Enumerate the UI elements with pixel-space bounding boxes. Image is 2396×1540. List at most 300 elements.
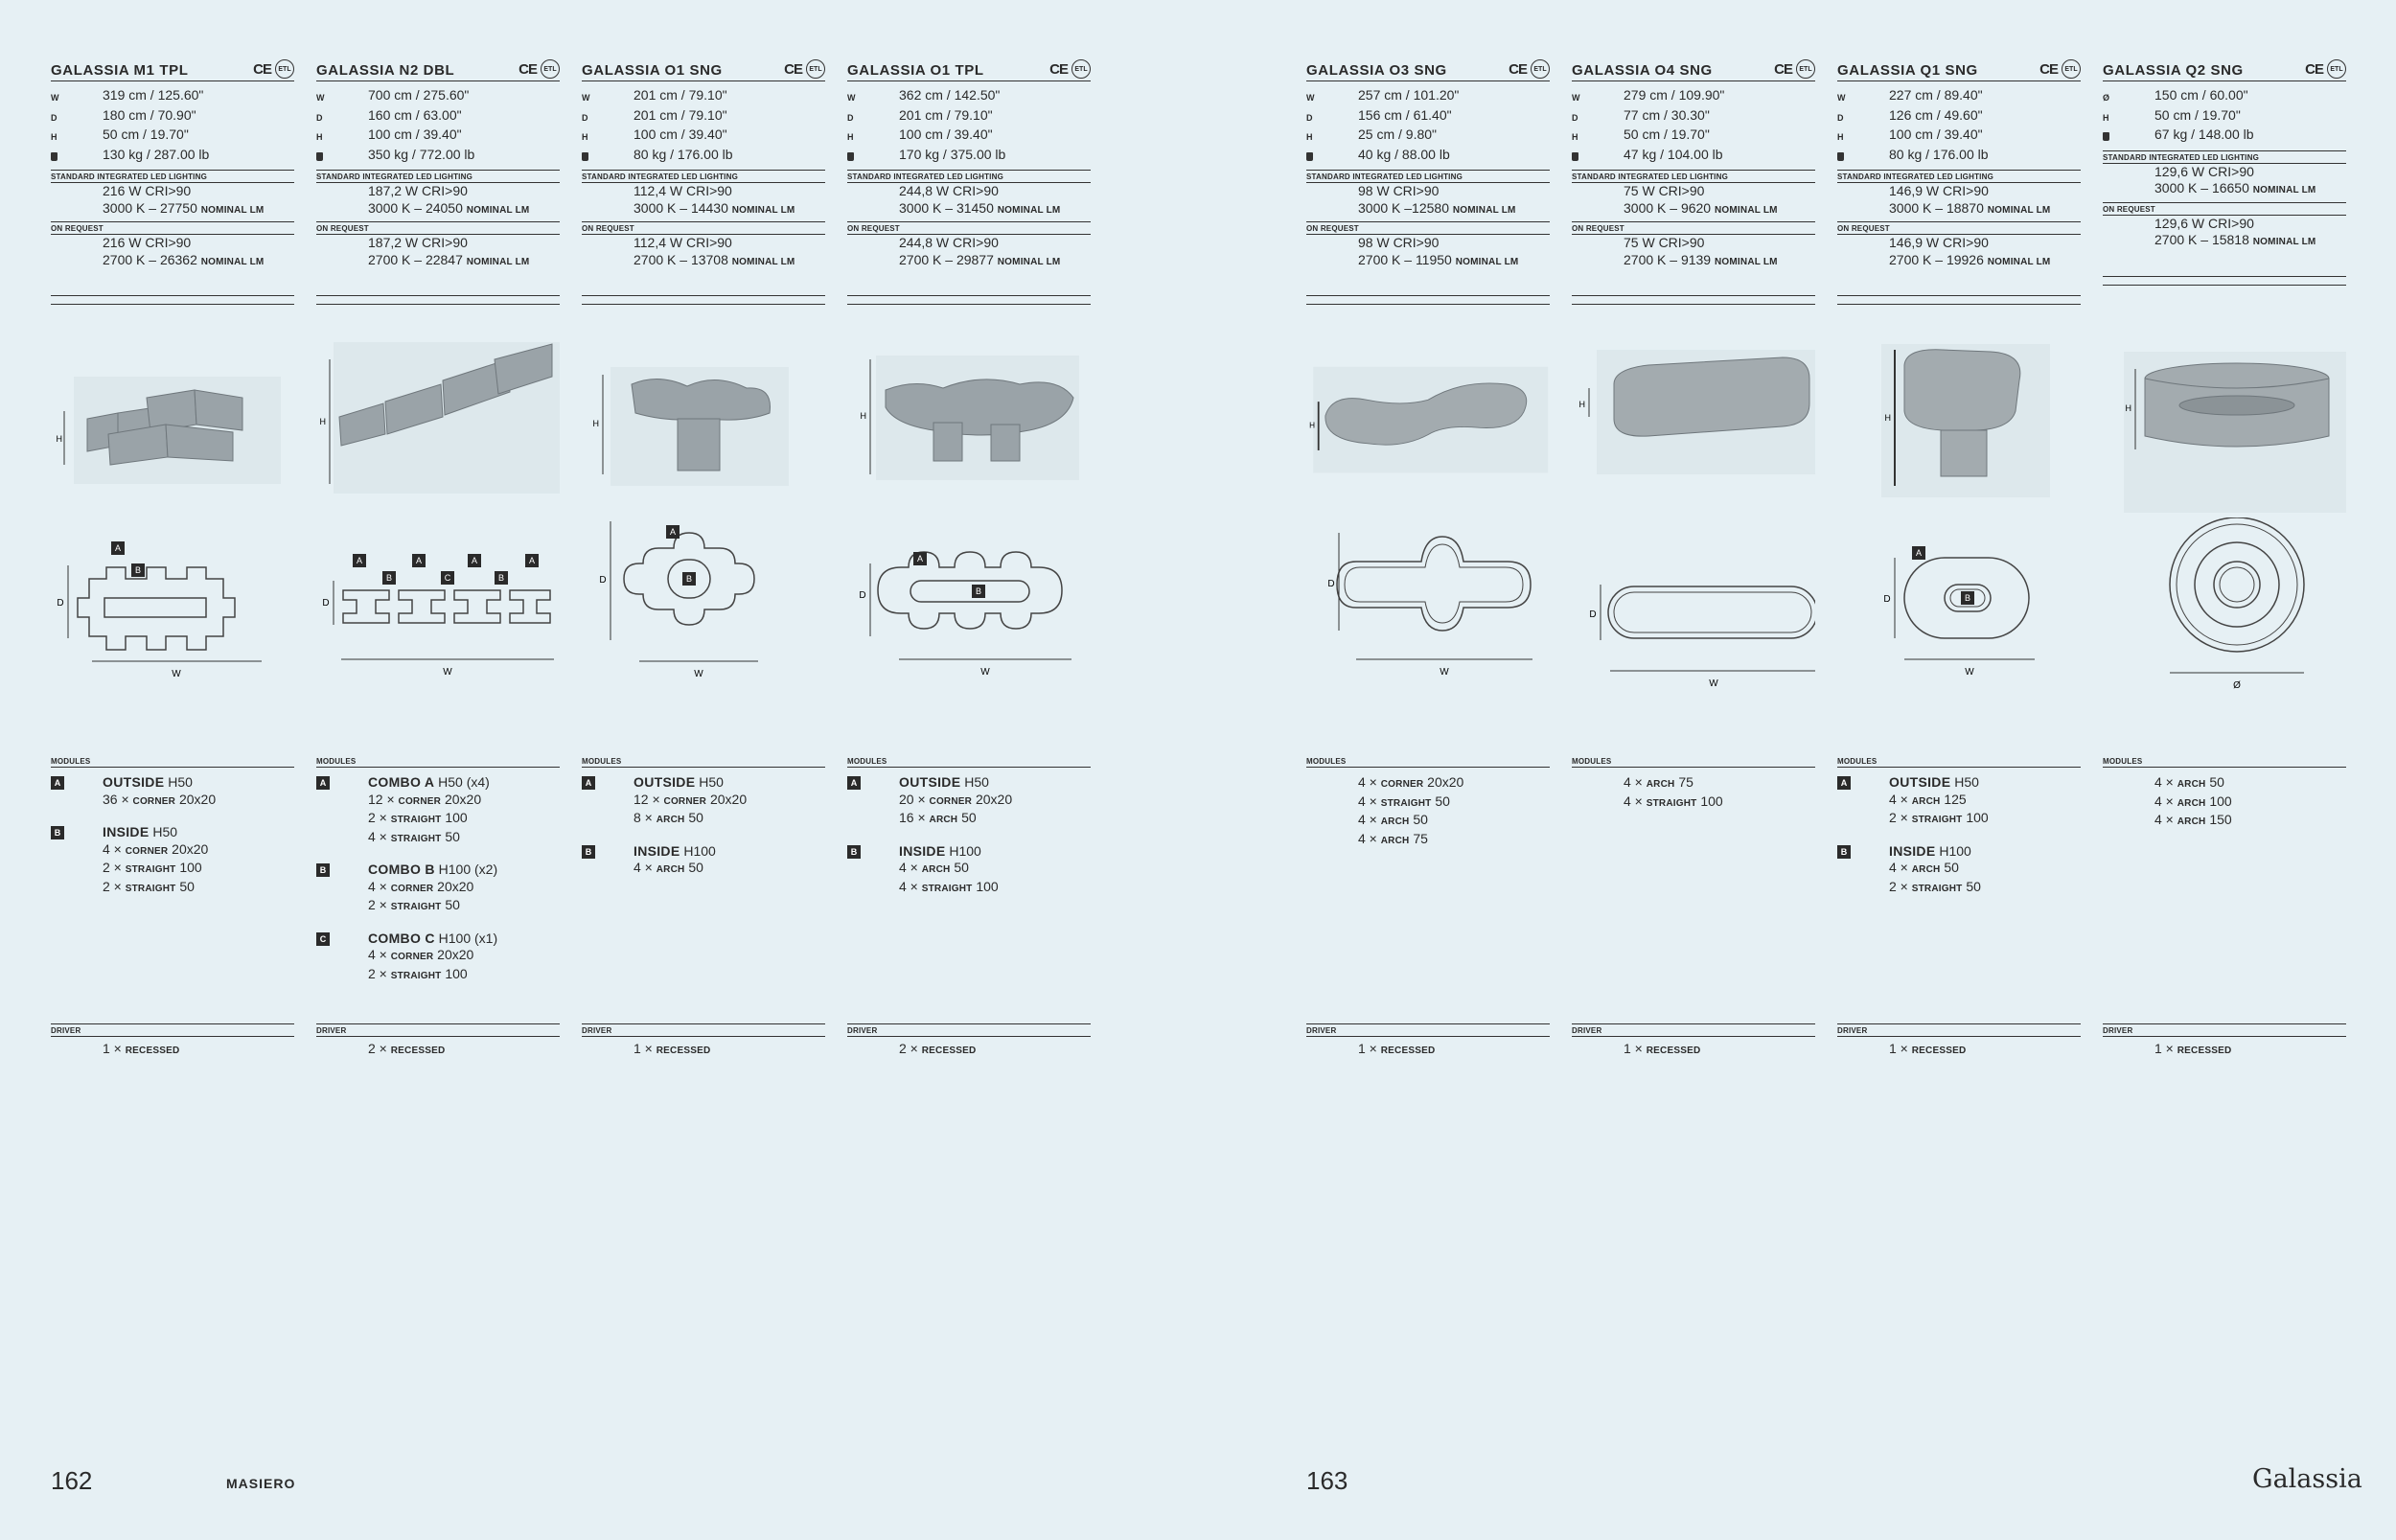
plan-badge-a: A xyxy=(114,543,122,553)
dimension-value: 40 kg / 88.00 lb xyxy=(1358,146,1450,162)
weight-icon xyxy=(1306,152,1313,161)
req-lumen: 2700 K – 26362 NOMINAL LM xyxy=(103,251,265,267)
driver-section xyxy=(2103,1021,2346,1060)
module-line: 4 × ARCH 75 xyxy=(1358,830,1428,846)
module-title: OUTSIDE H50 xyxy=(103,774,193,790)
module-group xyxy=(1837,843,2081,898)
module-line: 2 × STRAIGHT 100 xyxy=(1889,810,1989,825)
module-line: 2 × STRAIGHT 50 xyxy=(103,878,195,894)
dim-key: H xyxy=(582,132,588,142)
module-line: 4 × CORNER 20x20 xyxy=(1358,774,1464,790)
req-power: 98 W CRI>90 xyxy=(1358,235,1440,250)
divider xyxy=(2103,285,2346,286)
modules-title: MODULES xyxy=(1306,755,1550,768)
req-power: 216 W CRI>90 xyxy=(103,235,192,250)
dim-key: W xyxy=(1572,93,1580,103)
dimension-row xyxy=(1572,126,1815,147)
module-line: 12 × CORNER 20x20 xyxy=(634,791,748,807)
module-group xyxy=(582,774,825,829)
product-header xyxy=(582,56,825,81)
dimension-value: 67 kg / 148.00 lb xyxy=(2154,126,2254,142)
module-group xyxy=(51,824,294,897)
plan-badge-b: B xyxy=(134,565,142,575)
dim-key: D xyxy=(1572,112,1578,123)
module-line: 4 × ARCH 100 xyxy=(2154,793,2232,809)
dimension-row xyxy=(1306,147,1550,168)
divider xyxy=(582,304,825,305)
dimension-value: 257 cm / 101.20" xyxy=(1358,87,1460,103)
ce-mark: CE xyxy=(1509,60,1527,78)
ce-mark: CE xyxy=(1774,60,1792,78)
driver-value: 1 × RECESSED xyxy=(1358,1041,1436,1056)
module-line: 16 × ARCH 50 xyxy=(899,810,977,825)
dim-key: D xyxy=(1306,112,1313,123)
module-badge: B xyxy=(316,863,330,877)
dimension-value: 201 cm / 79.10" xyxy=(634,106,727,123)
module-line: 4 × STRAIGHT 50 xyxy=(1358,793,1450,809)
dimension-value: 100 cm / 39.40" xyxy=(1889,126,1983,142)
nominal-label: NOMINAL LM xyxy=(200,256,265,267)
plan-drawing-m1 xyxy=(51,517,294,690)
dimension-value: 156 cm / 61.40" xyxy=(1358,106,1452,123)
module-title: INSIDE H50 xyxy=(103,824,178,839)
nominal-label: NOMINAL LM xyxy=(2252,185,2316,195)
weight-icon xyxy=(1837,152,1844,161)
std-lumen: 3000 K – 27750 NOMINAL LM xyxy=(103,199,265,216)
dim-d-label: D xyxy=(57,598,64,609)
dimension-value: 50 cm / 19.70" xyxy=(2154,106,2241,123)
divider xyxy=(316,304,560,305)
product-name: GALASSIA O4 SNG xyxy=(1572,62,1713,79)
driver-value: 1 × RECESSED xyxy=(1889,1041,1967,1056)
dimension-row xyxy=(2103,87,2346,107)
dimension-value: 350 kg / 772.00 lb xyxy=(368,146,475,162)
dim-h-label: H xyxy=(592,419,599,428)
dimension-row xyxy=(1572,107,1815,127)
dim-h-label: H xyxy=(56,434,62,444)
dim-w-label: W xyxy=(1965,667,1974,678)
dimension-value: 100 cm / 39.40" xyxy=(899,126,993,142)
dimension-row xyxy=(582,87,825,107)
module-line: 2 × STRAIGHT 100 xyxy=(368,965,468,981)
ce-mark: CE xyxy=(784,60,802,78)
weight-icon xyxy=(582,152,588,161)
dimension-value: 100 cm / 39.40" xyxy=(634,126,727,142)
plan-badge-a: A xyxy=(916,554,924,563)
modules-title: MODULES xyxy=(582,755,825,768)
module-line: 4 × STRAIGHT 100 xyxy=(1624,793,1723,809)
driver-value: 1 × RECESSED xyxy=(103,1041,180,1056)
divider xyxy=(1306,304,1550,305)
dim-key: W xyxy=(51,93,59,103)
certifications xyxy=(2305,59,2346,79)
modules-section xyxy=(2103,752,2346,831)
module-line: 4 × ARCH 50 xyxy=(2154,774,2224,790)
nominal-label: NOMINAL LM xyxy=(731,256,795,267)
divider xyxy=(847,295,1091,296)
etl-mark: ETL xyxy=(541,59,560,79)
product-photo-q1 xyxy=(1837,331,2081,513)
product-photo-q2 xyxy=(2103,331,2346,513)
module-badge: A xyxy=(51,776,64,790)
modules-section xyxy=(582,752,825,879)
plan-drawing-q1 xyxy=(1837,517,2081,690)
dimension-value: 160 cm / 63.00" xyxy=(368,106,462,123)
dim-w-label: W xyxy=(694,669,703,679)
product-spec-4 xyxy=(1306,56,1550,305)
module-group xyxy=(316,774,560,847)
std-lumen: 3000 K – 18870 NOMINAL LM xyxy=(1889,199,2051,216)
product-spec-2 xyxy=(582,56,825,305)
product-name: GALASSIA O1 SNG xyxy=(582,62,723,79)
certifications xyxy=(518,59,560,79)
modules-section xyxy=(51,752,294,897)
divider xyxy=(2103,276,2346,277)
dimension-row xyxy=(582,107,825,127)
module-line: 4 × CORNER 20x20 xyxy=(368,878,474,894)
product-header xyxy=(1837,56,2081,81)
dim-key: H xyxy=(2103,112,2109,123)
driver-value: 2 × RECESSED xyxy=(899,1041,977,1056)
dim-d-label: D xyxy=(599,575,607,586)
module-title: INSIDE H100 xyxy=(634,842,716,859)
dim-key: D xyxy=(316,112,323,123)
dim-d-label: D xyxy=(1883,594,1891,605)
ce-mark: CE xyxy=(253,60,271,78)
driver-title: DRIVER xyxy=(847,1023,1091,1037)
dim-key: H xyxy=(1572,132,1578,142)
module-line: 4 × ARCH 50 xyxy=(634,860,703,875)
nominal-label: NOMINAL LM xyxy=(997,256,1061,267)
dimension-value: 47 kg / 104.00 lb xyxy=(1624,146,1723,162)
dimension-row xyxy=(51,147,294,168)
dimensions xyxy=(51,81,294,167)
product-photo-o1-tpl xyxy=(847,331,1091,513)
certifications xyxy=(1049,59,1091,79)
module-line: 4 × CORNER 20x20 xyxy=(368,947,474,962)
dim-key: W xyxy=(1306,93,1315,103)
dimension-row xyxy=(316,126,560,147)
dimension-row xyxy=(51,87,294,107)
product-name: GALASSIA N2 DBL xyxy=(316,62,455,79)
module-line: 2 × STRAIGHT 100 xyxy=(103,860,202,875)
dimension-value: 180 cm / 70.90" xyxy=(103,106,196,123)
req-power: 112,4 W CRI>90 xyxy=(634,235,732,250)
dimension-row xyxy=(51,126,294,147)
req-power: 129,6 W CRI>90 xyxy=(2154,215,2254,231)
module-group xyxy=(847,774,1091,829)
dimension-value: 227 cm / 89.40" xyxy=(1889,87,1983,103)
nominal-label: NOMINAL LM xyxy=(1714,204,1778,216)
module-line: 20 × CORNER 20x20 xyxy=(899,791,1013,807)
dimension-row xyxy=(1306,126,1550,147)
product-header xyxy=(51,56,294,81)
ce-mark: CE xyxy=(2305,60,2323,78)
dimensions xyxy=(316,81,560,167)
dim-d-label: D xyxy=(1589,609,1597,620)
module-title: INSIDE H100 xyxy=(899,842,981,859)
dimension-row xyxy=(847,147,1091,168)
plan-drawing-o3 xyxy=(1306,517,1550,690)
driver-value: 1 × RECESSED xyxy=(634,1041,711,1056)
nominal-label: NOMINAL LM xyxy=(1987,256,2051,267)
dim-key: D xyxy=(1837,112,1844,123)
module-badge: B xyxy=(582,845,595,859)
divider xyxy=(582,295,825,296)
product-name: GALASSIA O3 SNG xyxy=(1306,62,1447,79)
dim-key: W xyxy=(847,93,856,103)
req-lumen: 2700 K – 13708 NOMINAL LM xyxy=(634,251,795,267)
product-header xyxy=(1306,56,1550,81)
dimension-value: 80 kg / 176.00 lb xyxy=(1889,146,1989,162)
dim-key: H xyxy=(847,132,854,142)
plan-badge-a: A xyxy=(1915,548,1923,558)
on-request-title: ON REQUEST xyxy=(1572,221,1815,235)
driver-section xyxy=(1572,1021,1815,1060)
dimension-row xyxy=(1837,87,2081,107)
etl-mark: ETL xyxy=(1071,59,1091,79)
dimension-row xyxy=(847,107,1091,127)
driver-section xyxy=(847,1021,1091,1060)
req-lumen: 2700 K – 22847 NOMINAL LM xyxy=(368,251,530,267)
module-title: COMBO A H50 (x4) xyxy=(368,774,490,790)
nominal-label: NOMINAL LM xyxy=(2252,237,2316,247)
plan-badge-a: A xyxy=(471,556,478,565)
nominal-label: NOMINAL LM xyxy=(200,204,265,216)
dimension-row xyxy=(51,107,294,127)
dimension-row xyxy=(847,87,1091,107)
module-title: COMBO B H100 (x2) xyxy=(368,862,498,877)
product-header xyxy=(2103,56,2346,81)
std-power: 244,8 W CRI>90 xyxy=(899,183,999,198)
driver-title: DRIVER xyxy=(582,1023,825,1037)
product-photo-m1 xyxy=(51,331,294,513)
dim-w-label: W xyxy=(1709,678,1718,689)
product-name: GALASSIA O1 TPL xyxy=(847,62,984,79)
nominal-label: NOMINAL LM xyxy=(997,204,1061,216)
modules-section xyxy=(1837,752,2081,897)
product-spec-5 xyxy=(1572,56,1815,305)
driver-value: 1 × RECESSED xyxy=(1624,1041,1701,1056)
module-group xyxy=(316,862,560,916)
divider xyxy=(51,295,294,296)
module-line: 4 × ARCH 125 xyxy=(1889,791,1967,807)
plan-drawing-q2 xyxy=(2103,517,2346,690)
dimension-value: 25 cm / 9.80" xyxy=(1358,126,1438,142)
dimension-value: 50 cm / 19.70" xyxy=(1624,126,1710,142)
req-power: 187,2 W CRI>90 xyxy=(368,235,468,250)
driver-title: DRIVER xyxy=(2103,1023,2346,1037)
std-lumen: 3000 K –12580 NOMINAL LM xyxy=(1358,199,1516,216)
driver-value: 2 × RECESSED xyxy=(368,1041,446,1056)
module-line: 4 × CORNER 20x20 xyxy=(103,840,209,857)
modules-section xyxy=(847,752,1091,897)
etl-mark: ETL xyxy=(1796,59,1815,79)
dimension-row xyxy=(2103,107,2346,127)
std-power: 98 W CRI>90 xyxy=(1358,183,1440,198)
plan-badge-b: B xyxy=(497,573,505,583)
weight-icon xyxy=(51,152,58,161)
dim-h-label: H xyxy=(1578,400,1585,409)
nominal-label: NOMINAL LM xyxy=(1714,256,1778,267)
req-lumen: 2700 K – 29877 NOMINAL LM xyxy=(899,251,1061,267)
divider xyxy=(316,295,560,296)
ce-mark: CE xyxy=(1049,60,1068,78)
dimension-value: 150 cm / 60.00" xyxy=(2154,87,2248,103)
module-badge: B xyxy=(1837,845,1851,859)
plan-badge-a: A xyxy=(669,527,677,537)
dim-w-label: W xyxy=(443,667,452,678)
module-line: 2 × STRAIGHT 50 xyxy=(368,897,460,912)
dim-key: D xyxy=(582,112,588,123)
plan-badge-b: B xyxy=(385,573,393,583)
dimension-value: 170 kg / 375.00 lb xyxy=(899,146,1006,162)
etl-mark: ETL xyxy=(2062,59,2081,79)
nominal-label: NOMINAL LM xyxy=(1455,256,1519,267)
on-request-title: ON REQUEST xyxy=(1837,221,2081,235)
dim-key: D xyxy=(51,112,58,123)
product-spec-7 xyxy=(2103,56,2346,286)
dimension-value: 130 kg / 287.00 lb xyxy=(103,146,210,162)
ce-mark: CE xyxy=(518,60,537,78)
dim-d-label: D xyxy=(859,590,866,601)
dimension-value: 201 cm / 79.10" xyxy=(634,87,727,103)
driver-title: DRIVER xyxy=(1572,1023,1815,1037)
plan-badge-a: A xyxy=(415,556,423,565)
module-line: 4 × ARCH 150 xyxy=(2154,812,2232,827)
dimension-value: 362 cm / 142.50" xyxy=(899,87,1001,103)
module-badge: A xyxy=(582,776,595,790)
std-power: 129,6 W CRI>90 xyxy=(2154,163,2254,179)
module-badge: C xyxy=(316,932,330,946)
dim-key: H xyxy=(1837,132,1844,142)
dim-w-label: W xyxy=(980,667,990,678)
modules-title: MODULES xyxy=(1837,755,2081,768)
dim-h-label: H xyxy=(860,411,866,421)
modules-title: MODULES xyxy=(1572,755,1815,768)
on-request-title: ON REQUEST xyxy=(1306,221,1550,235)
module-group xyxy=(316,931,560,985)
product-name: GALASSIA Q1 SNG xyxy=(1837,62,1978,79)
plan-badge-b: B xyxy=(1964,593,1971,603)
module-line: 4 × STRAIGHT 100 xyxy=(899,878,999,894)
dimensions xyxy=(1572,81,1815,167)
plan-badge-a: A xyxy=(356,556,363,565)
on-request-title: ON REQUEST xyxy=(51,221,294,235)
dimension-row xyxy=(316,107,560,127)
driver-title: DRIVER xyxy=(1306,1023,1550,1037)
plan-badge-c: C xyxy=(444,573,451,583)
dim-key: H xyxy=(1306,132,1313,142)
req-lumen: 2700 K – 19926 NOMINAL LM xyxy=(1889,251,2051,267)
req-lumen: 2700 K – 15818 NOMINAL LM xyxy=(2154,232,2316,247)
module-group xyxy=(1306,774,1550,849)
module-title: INSIDE H100 xyxy=(1889,842,1971,859)
certifications xyxy=(1774,59,1815,79)
dim-key: W xyxy=(582,93,590,103)
brand-masiero: MASIERO xyxy=(226,1476,296,1491)
driver-title: DRIVER xyxy=(51,1023,294,1037)
certifications xyxy=(2039,59,2081,79)
dim-key: W xyxy=(316,93,325,103)
product-header xyxy=(847,56,1091,81)
module-title: COMBO C H100 (x1) xyxy=(368,930,498,946)
dimension-value: 100 cm / 39.40" xyxy=(368,126,462,142)
dimensions xyxy=(582,81,825,167)
etl-mark: ETL xyxy=(275,59,294,79)
std-lighting-title: STANDARD INTEGRATED LED LIGHTING xyxy=(847,170,1091,183)
divider xyxy=(1837,295,2081,296)
nominal-label: NOMINAL LM xyxy=(731,204,795,216)
module-group xyxy=(1572,774,1815,812)
dimension-value: 201 cm / 79.10" xyxy=(899,106,993,123)
std-lumen: 3000 K – 14430 NOMINAL LM xyxy=(634,199,795,216)
on-request-title: ON REQUEST xyxy=(847,221,1091,235)
std-lighting-title: STANDARD INTEGRATED LED LIGHTING xyxy=(2103,150,2346,164)
req-power: 75 W CRI>90 xyxy=(1624,235,1705,250)
dimension-value: 126 cm / 49.60" xyxy=(1889,106,1983,123)
divider xyxy=(51,304,294,305)
dimension-row xyxy=(1837,107,2081,127)
nominal-label: NOMINAL LM xyxy=(1452,204,1516,216)
dimension-row xyxy=(1572,147,1815,168)
dim-h-label: H xyxy=(319,417,326,426)
driver-title: DRIVER xyxy=(1837,1023,2081,1037)
dimensions xyxy=(847,81,1091,167)
std-lighting-title: STANDARD INTEGRATED LED LIGHTING xyxy=(1837,170,2081,183)
divider xyxy=(1837,304,2081,305)
weight-icon xyxy=(1572,152,1578,161)
module-line: 4 × ARCH 50 xyxy=(1358,812,1428,827)
module-line: 2 × STRAIGHT 100 xyxy=(368,810,468,825)
certifications xyxy=(1509,59,1550,79)
dimension-row xyxy=(582,147,825,168)
product-spec-1 xyxy=(316,56,560,305)
dimension-value: 279 cm / 109.90" xyxy=(1624,87,1725,103)
module-line: 36 × CORNER 20x20 xyxy=(103,791,217,807)
ce-mark: CE xyxy=(2039,60,2058,78)
nominal-label: NOMINAL LM xyxy=(1987,204,2051,216)
certifications xyxy=(784,59,825,79)
req-power: 146,9 W CRI>90 xyxy=(1889,235,1989,250)
driver-value: 1 × RECESSED xyxy=(2154,1041,2232,1056)
plan-badge-b: B xyxy=(685,574,693,584)
dimension-value: 77 cm / 30.30" xyxy=(1624,106,1710,123)
dim-h-label: H xyxy=(2125,403,2131,413)
divider xyxy=(1572,295,1815,296)
brand-galassia-logo: Galassia xyxy=(2252,1464,2362,1494)
product-spec-3 xyxy=(847,56,1091,305)
module-group xyxy=(2103,774,2346,831)
page-number-left: 162 xyxy=(51,1466,93,1495)
modules-section xyxy=(1572,752,1815,812)
req-lumen: 2700 K – 9139 NOMINAL LM xyxy=(1624,251,1778,267)
dimension-value: 700 cm / 275.60" xyxy=(368,87,470,103)
std-lighting-title: STANDARD INTEGRATED LED LIGHTING xyxy=(316,170,560,183)
module-title: OUTSIDE H50 xyxy=(1889,774,1979,790)
modules-title: MODULES xyxy=(2103,755,2346,768)
module-title: OUTSIDE H50 xyxy=(634,774,724,790)
product-header xyxy=(1572,56,1815,81)
weight-icon xyxy=(847,152,854,161)
std-lumen: 3000 K – 9620 NOMINAL LM xyxy=(1624,199,1778,216)
dimension-value: 319 cm / 125.60" xyxy=(103,87,204,103)
driver-section xyxy=(51,1021,294,1060)
dim-diameter-label: Ø xyxy=(2233,680,2241,690)
driver-section xyxy=(1306,1021,1550,1060)
weight-icon xyxy=(316,152,323,161)
module-badge: B xyxy=(847,845,861,859)
